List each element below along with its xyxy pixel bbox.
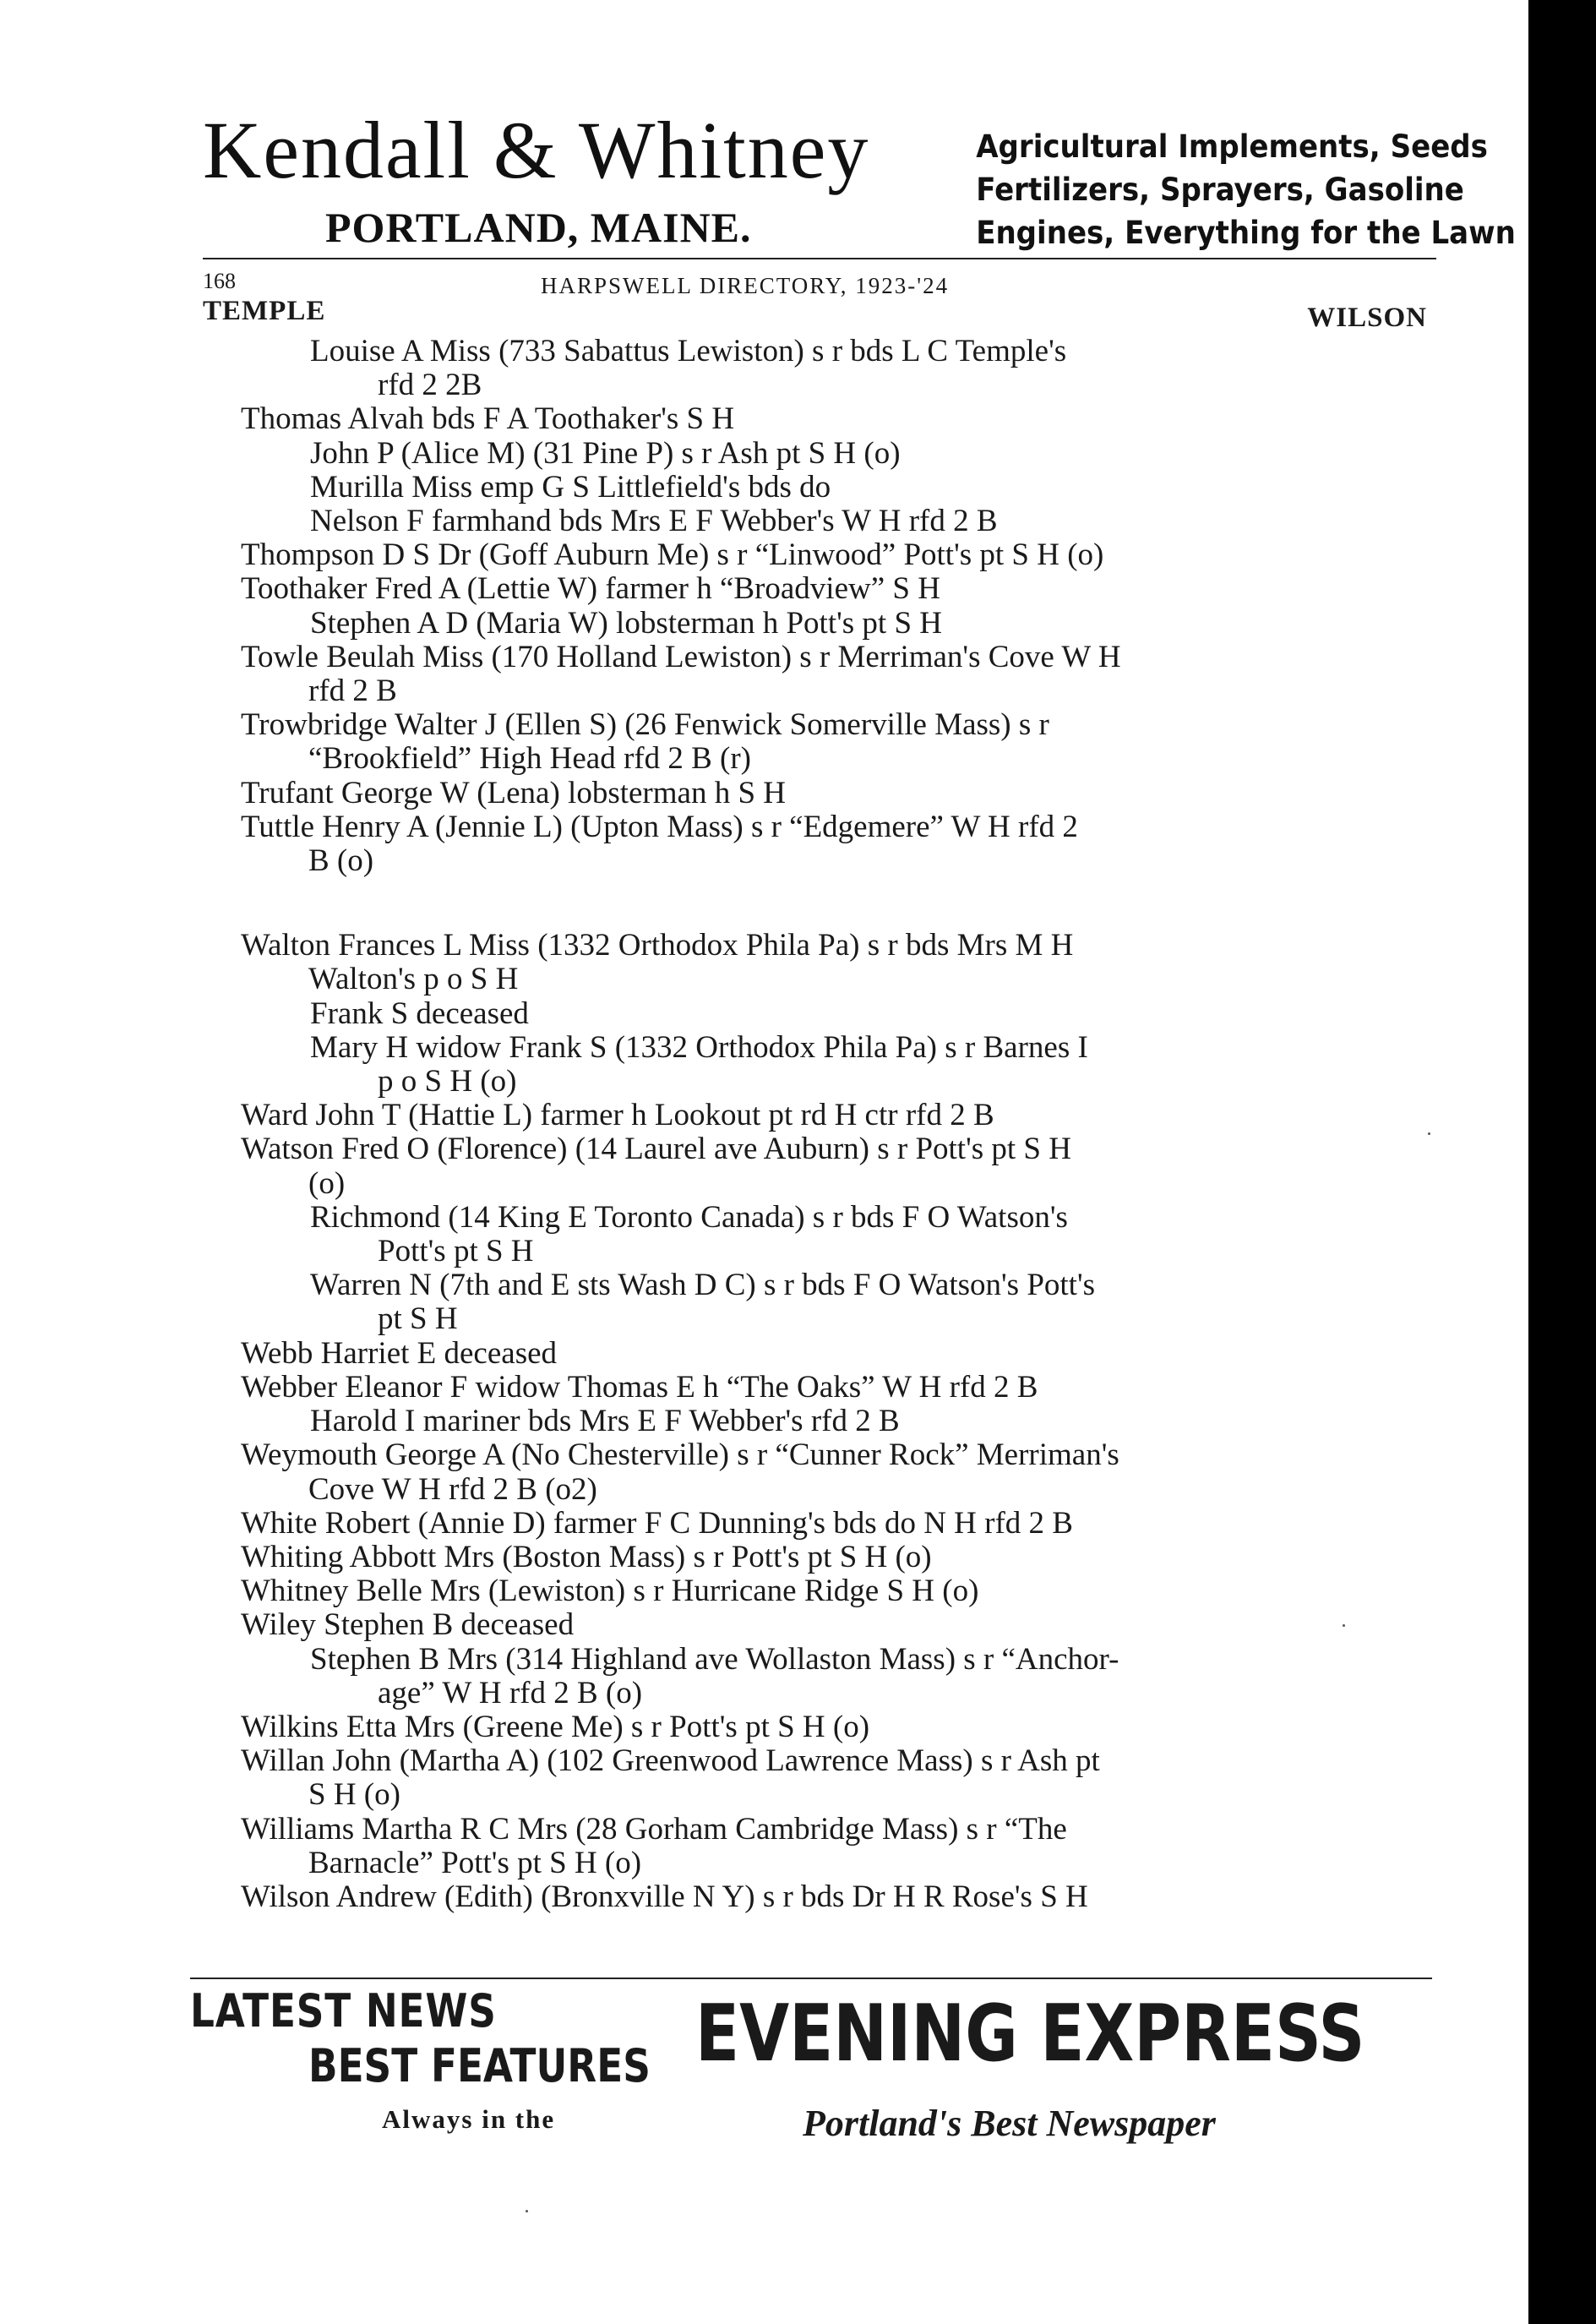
directory-entry [241, 1507, 1424, 1541]
directory-entry [241, 1031, 1424, 1099]
scan-speck [526, 2210, 528, 2212]
directory-entry [241, 1371, 1424, 1405]
entry-line: Trufant George W (Lena) lobsterman h S H [241, 775, 786, 810]
page-number: 168 [203, 269, 236, 293]
entry-line: Whiting Abbott Mrs (Boston Mass) s r Pott's pt S H (o) [241, 1539, 932, 1574]
directory-entry [241, 607, 1424, 641]
directory-entry [241, 1201, 1424, 1268]
directory-entry [241, 1541, 1424, 1574]
entry-line: age” W H rfd 2 B (o) [378, 1675, 643, 1710]
ad-company-name: Kendall & Whitney [203, 105, 870, 195]
directory-entry [241, 335, 1424, 402]
ad-city: PORTLAND, MAINE. [325, 204, 752, 251]
directory-entry [241, 471, 1424, 505]
ad-newspaper-tagline: Portland's Best Newspaper [803, 2103, 1216, 2144]
guide-word-right: WILSON [1307, 303, 1427, 333]
entry-line: Harold I mariner bds Mrs E F Webber's rfd 2 B [310, 1404, 900, 1439]
directory-entry [241, 572, 1424, 606]
entry-line: Walton's p o S H [308, 962, 519, 997]
directory-entry [241, 1438, 1424, 1506]
directory-entry [241, 1608, 1424, 1642]
entry-line: Walton Frances L Miss (1332 Orthodox Phila Pa) s r bds Mrs M H [241, 928, 1074, 963]
entry-line: Watson Fred O (Florence) (14 Laurel ave Auburn) s r Pott's pt S H [241, 1132, 1071, 1167]
directory-entry [241, 777, 1424, 810]
directory-listing [241, 335, 1424, 1914]
entry-line: p o S H (o) [378, 1064, 517, 1099]
directory-entry [241, 1337, 1424, 1371]
scan-speck [1343, 1624, 1345, 1627]
ad-divider [203, 258, 1436, 259]
entry-line: White Robert (Annie D) farmer F C Dunning's bds do N H rfd 2 B [241, 1505, 1073, 1541]
section-gap [241, 878, 1424, 929]
scan-speck [1428, 1132, 1430, 1135]
entry-line: Wiley Stephen B deceased [241, 1607, 575, 1643]
entry-line: John P (Alice M) (31 Pine P) s r Ash pt S H (o) [310, 435, 901, 471]
entry-line: Pott's pt S H [378, 1234, 534, 1269]
directory-entry [241, 810, 1424, 878]
entry-line: “Brookfield” High Head rfd 2 B (r) [308, 741, 751, 777]
entry-line: Richmond (14 King E Toronto Canada) s r bds F O Watson's [310, 1199, 1068, 1235]
entry-line: Mary H widow Frank S (1332 Orthodox Phila Pa) s r Barnes I [310, 1029, 1088, 1065]
entry-line: Murilla Miss emp G S Littlefield's bds do [310, 469, 831, 505]
ad-goods-list [976, 125, 1516, 254]
running-title: HARPSWELL DIRECTORY, 1923-'24 [541, 273, 950, 298]
directory-entry [241, 538, 1424, 572]
entry-line: pt S H [378, 1301, 458, 1337]
directory-entry [241, 1744, 1424, 1812]
directory-entry [241, 1710, 1424, 1744]
entry-line: Toothaker Fred A (Lettie W) farmer h “Broadview” S H [241, 571, 940, 607]
ad-always-in-the: Always in the [382, 2104, 556, 2134]
entry-line: Barnacle” Pott's pt S H (o) [308, 1845, 642, 1880]
directory-entry [241, 1643, 1424, 1710]
entry-line: Webber Eleanor F widow Thomas E h “The Oaks” W H rfd 2 B [241, 1369, 1038, 1405]
directory-entry [241, 1132, 1424, 1200]
entry-line: Wilson Andrew (Edith) (Bronxville N Y) s r bds Dr H R Rose's S H [241, 1879, 1088, 1914]
ad-goods-line: Agricultural Implements, Seeds [976, 128, 1488, 165]
directory-entry [241, 1880, 1424, 1914]
entry-line: Trowbridge Walter J (Ellen S) (26 Fenwick Somerville Mass) s r [241, 707, 1049, 743]
entry-line: rfd 2 2B [378, 368, 482, 403]
entry-line: Stephen B Mrs (314 Highland ave Wollaston Mass) s r “Anchor- [310, 1641, 1119, 1677]
directory-entry [241, 437, 1424, 471]
entry-line: Thompson D S Dr (Goff Auburn Me) s r “Linwood” Pott's pt S H (o) [241, 537, 1104, 573]
entry-line: Tuttle Henry A (Jennie L) (Upton Mass) s r “Edgemere” W H rfd 2 [241, 809, 1078, 844]
entry-line: rfd 2 B [308, 674, 397, 709]
ad-newspaper-name: EVENING EXPRESS [695, 1988, 1365, 2079]
entry-line: Whitney Belle Mrs (Lewiston) s r Hurricane Ridge S H (o) [241, 1574, 979, 1609]
directory-entry [241, 505, 1424, 538]
entry-line: Towle Beulah Miss (170 Holland Lewiston) s r Merriman's Cove W H [241, 639, 1121, 674]
guide-word-left: TEMPLE [203, 296, 326, 326]
entry-line: Warren N (7th and E sts Wash D C) s r bds F O Watson's Pott's [310, 1268, 1096, 1303]
entry-line: Frank S deceased [310, 996, 529, 1031]
directory-entry [241, 402, 1424, 436]
entry-line: Stephen A D (Maria W) lobsterman h Pott's pt S H [310, 605, 942, 641]
entry-line: (o) [308, 1165, 346, 1201]
entry-line: B (o) [308, 843, 374, 879]
directory-entry [241, 1574, 1424, 1608]
ad-goods-line: Engines, Everything for the Lawn [976, 215, 1516, 251]
directory-entry [241, 708, 1424, 776]
entry-line: Louise A Miss (733 Sabattus Lewiston) s r bds L C Temple's [310, 334, 1067, 368]
entry-line: Webb Harriet E deceased [241, 1335, 558, 1371]
top-advertisement [203, 105, 1516, 262]
bottom-ad-divider [190, 1978, 1432, 1979]
ad-goods-line: Fertilizers, Sprayers, Gasoline [976, 172, 1464, 208]
directory-entry [241, 1268, 1424, 1336]
directory-entry [241, 1099, 1424, 1132]
directory-entry [241, 929, 1424, 996]
entry-line: Cove W H rfd 2 B (o2) [308, 1471, 597, 1507]
directory-entry [241, 1405, 1424, 1438]
entry-line: Nelson F farmhand bds Mrs E F Webber's W H rfd 2 B [310, 504, 998, 539]
ad-latest-news: LATEST NEWS [190, 1984, 497, 2038]
entry-line: S H (o) [308, 1777, 400, 1813]
entry-line: Ward John T (Hattie L) farmer h Lookout pt rd H ctr rfd 2 B [241, 1098, 994, 1133]
ad-best-features: BEST FEATURES [308, 2039, 651, 2092]
entry-line: Thomas Alvah bds F A Toothaker's S H [241, 401, 735, 437]
directory-entry [241, 1813, 1424, 1880]
entry-line: Willan John (Martha A) (102 Greenwood Lawrence Mass) s r Ash pt [241, 1743, 1100, 1779]
entry-line: Williams Martha R C Mrs (28 Gorham Cambridge Mass) s r “The [241, 1811, 1067, 1847]
directory-entry [241, 997, 1424, 1031]
scan-border [1528, 0, 1596, 2324]
entry-line: Wilkins Etta Mrs (Greene Me) s r Pott's pt S H (o) [241, 1709, 870, 1744]
directory-entry [241, 641, 1424, 708]
entry-line: Weymouth George A (No Chesterville) s r “Cunner Rock” Merriman's [241, 1437, 1119, 1473]
